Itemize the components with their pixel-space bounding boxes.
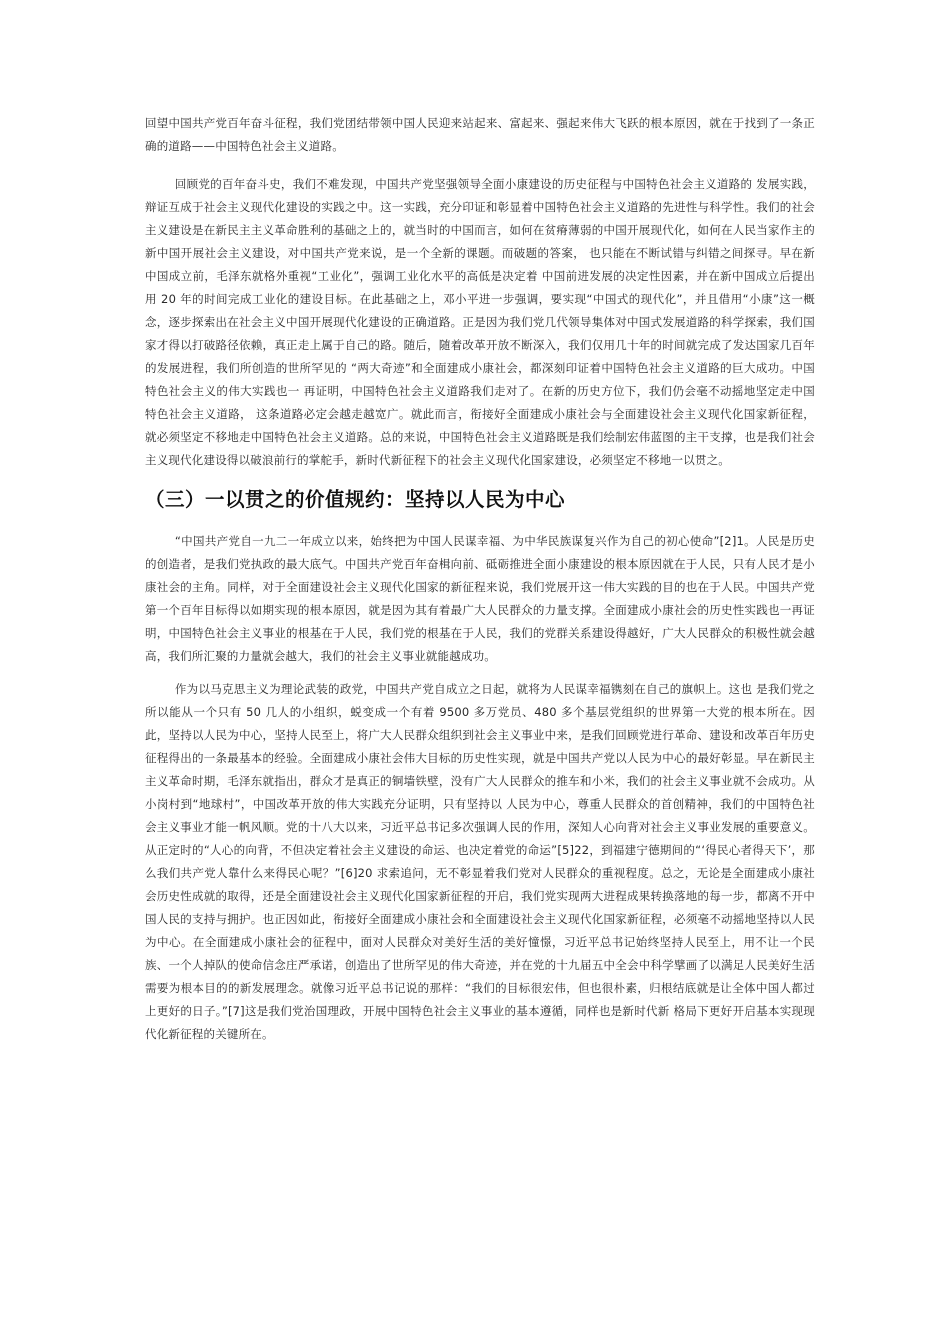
intro-paragraph: 回望中国共产党百年奋斗征程，我们党团结带领中国人民迎来站起来、富起来、强起来伟大飞跃的根本原因，就在于找到了一条正确的道路——中国特色社会主义道路。 [145, 116, 815, 153]
section-two-paragraph: 回顾党的百年奋斗史，我们不难发现，中国共产党坚强领导全面小康建设的历史征程与中国特色社会主义道路的 发展实践，辩证互成于社会主义现代化建设的实践之中。这一实践，充分印证和彰显着中国特色社会主义道路的先进性与科学性。我们的社会主义建设是在新民主主义革命胜利的基础之上的，就当时的中国而言，如何在贫瘠薄弱的中国开展现代化，如何在人民当家作主的新中国开展社会主义建设，对中国共产党来说，是一个全新的课题。而破题的答案， 也只能在不断试错与纠错之间探寻。早在新中国成立前，毛泽东就格外重视“工业化”，强调工业化水平的高低是决定着 中国前进发展的决定性因素，并在新中国成立后提出用 20 年的时间完成工业化的建设目标。在此基础之上，邓小平进一步强调，要实现“中国式的现代化”，并且借用“小康”这一概念，逐步探索出在社会主义中国开展现代化建设的正确道路。正是因为我们党几代领导集体对中国式发展道路的科学探索，我们国家才得以打破路径依赖，真正走上属于自己的路。随后，随着改革开放不断深入，我们仅用几十年的时间就完成了发达国家几百年的发展进程，我们所创造的世所罕见的 “两大奇迹”和全面建成小康社会，都深刻印证着中国特色社会主义道路的巨大成功。中国特色社会主义的伟大实践也一 再证明，中国特色社会主义道路我们走对了。在新的历史方位下，我们仍会毫不动摇地坚定走中国特色社会主义道路， 这条道路必定会越走越宽广。就此而言，衔接好全面建成小康社会与全面建设社会主义现代化国家新征程，就必须坚定不移地走中国特色社会主义道路。总的来说，中国特色社会主义道路既是我们绘制宏伟蓝图的主干支撑，也是我们社会主义现代化建设得以破浪前行的掌舵手，新时代新征程下的社会主义现代化国家建设，必须坚定不移地一以贯之。 [145, 177, 815, 467]
section-three-paragraph-1: “中国共产党自一九二一年成立以来，始终把为中国人民谋幸福、为中华民族谋复兴作为自己的初心使命”[2]1。人民是历史的创造者，是我们党执政的最大底气。中国共产党百年奋楫向前、砥砺推进全面小康建设的根本原因就在于人民，只有人民才是小康社会的主角。同样，对于全面建设社会主义现代化国家的新征程来说，我们党展开这一伟大实践的目的也在于人民。中国共产党第一个百年目标得以如期实现的根本原因，就是因为其有着最广大人民群众的力量支撑。全面建成小康社会的历史性实践也一再证明，中国特色社会主义事业的根基在于人民，我们党的根基在于人民，我们的党群关系建设得越好，广大人民群众的积极性就会越高，我们所汇聚的力量就会越大，我们的社会主义事业就能越成功。 [145, 534, 815, 663]
section-three-paragraph-2: 作为以马克思主义为理论武装的政党，中国共产党自成立之日起，就将为人民谋幸福镌刻在自己的旗帜上。这也 是我们党之所以能从一个只有 50 几人的小组织，蜕变成一个有着 9500 多万党员、480 多个基层党组织的世界第一大党的根本所在。因此，坚持以人民为中心，坚持人民至上，将广大人民群众组织到社会主义事业中来，是我们回顾党进行革命、建设和改革百年历史征程得出的一条最基本的经验。全面建成小康社会伟大目标的历史性实现，就是中国共产党以人民为中心的最好彰显。早在新民主主义革命时期，毛泽东就指出，群众才是真正的铜墙铁壁，没有广大人民群众的推车和小米，我们的社会主义事业就不会成功。从小岗村到“地球村”，中国改革开放的伟大实践充分证明，只有坚持以 人民为中心，尊重人民群众的首创精神，我们的中国特色社会主义事业才能一帆风顺。党的十八大以来，习近平总书记多次强调人民的作用，深知人心向背对社会主义事业发展的重要意义。从正定时的“人心的向背，不但决定着社会主义建设的命运、也决定着党的命运”[5]22，到福建宁德期间的“‘得民心者得天下’，那么我们共产党人靠什么来得民心呢？”[6]20 求索追问，无不彰显着我们党对人民群众的重视程度。总之，无论是全面建成小康社会历史性成就的取得，还是全面建设社会主义现代化国家新征程的开启，我们党实现两大进程成果转换落地的每一步，都离不开中国人民的支持与拥护。也正因如此，衔接好全面建成小康社会和全面建设社会主义现代化国家新征程，必须毫不动摇地坚持以人民为中心。在全面建成小康社会的征程中，面对人民群众对美好生活的美好憧憬，习近平总书记始终坚持人民至上，用不让一个民族、一个人掉队的使命信念庄严承诺，创造出了世所罕见的伟大奇迹，并在党的十九届五中全会中科学擘画了以满足人民美好生活需要为根本目的的新发展理念。就像习近平总书记说的那样：“我们的目标很宏伟，但也很朴素，归根结底就是让全体中国人都过上更好的日子。”[7]这是我们党治国理政，开展中国特色社会主义事业的基本遵循，同样也是新时代新 格局下更好开启基本实现现代化新征程的关键所在。 [145, 682, 815, 1041]
document-body [145, 112, 815, 1046]
section-three-heading: （三）一以贯之的价值规约：坚持以人民为中心 [145, 488, 566, 511]
